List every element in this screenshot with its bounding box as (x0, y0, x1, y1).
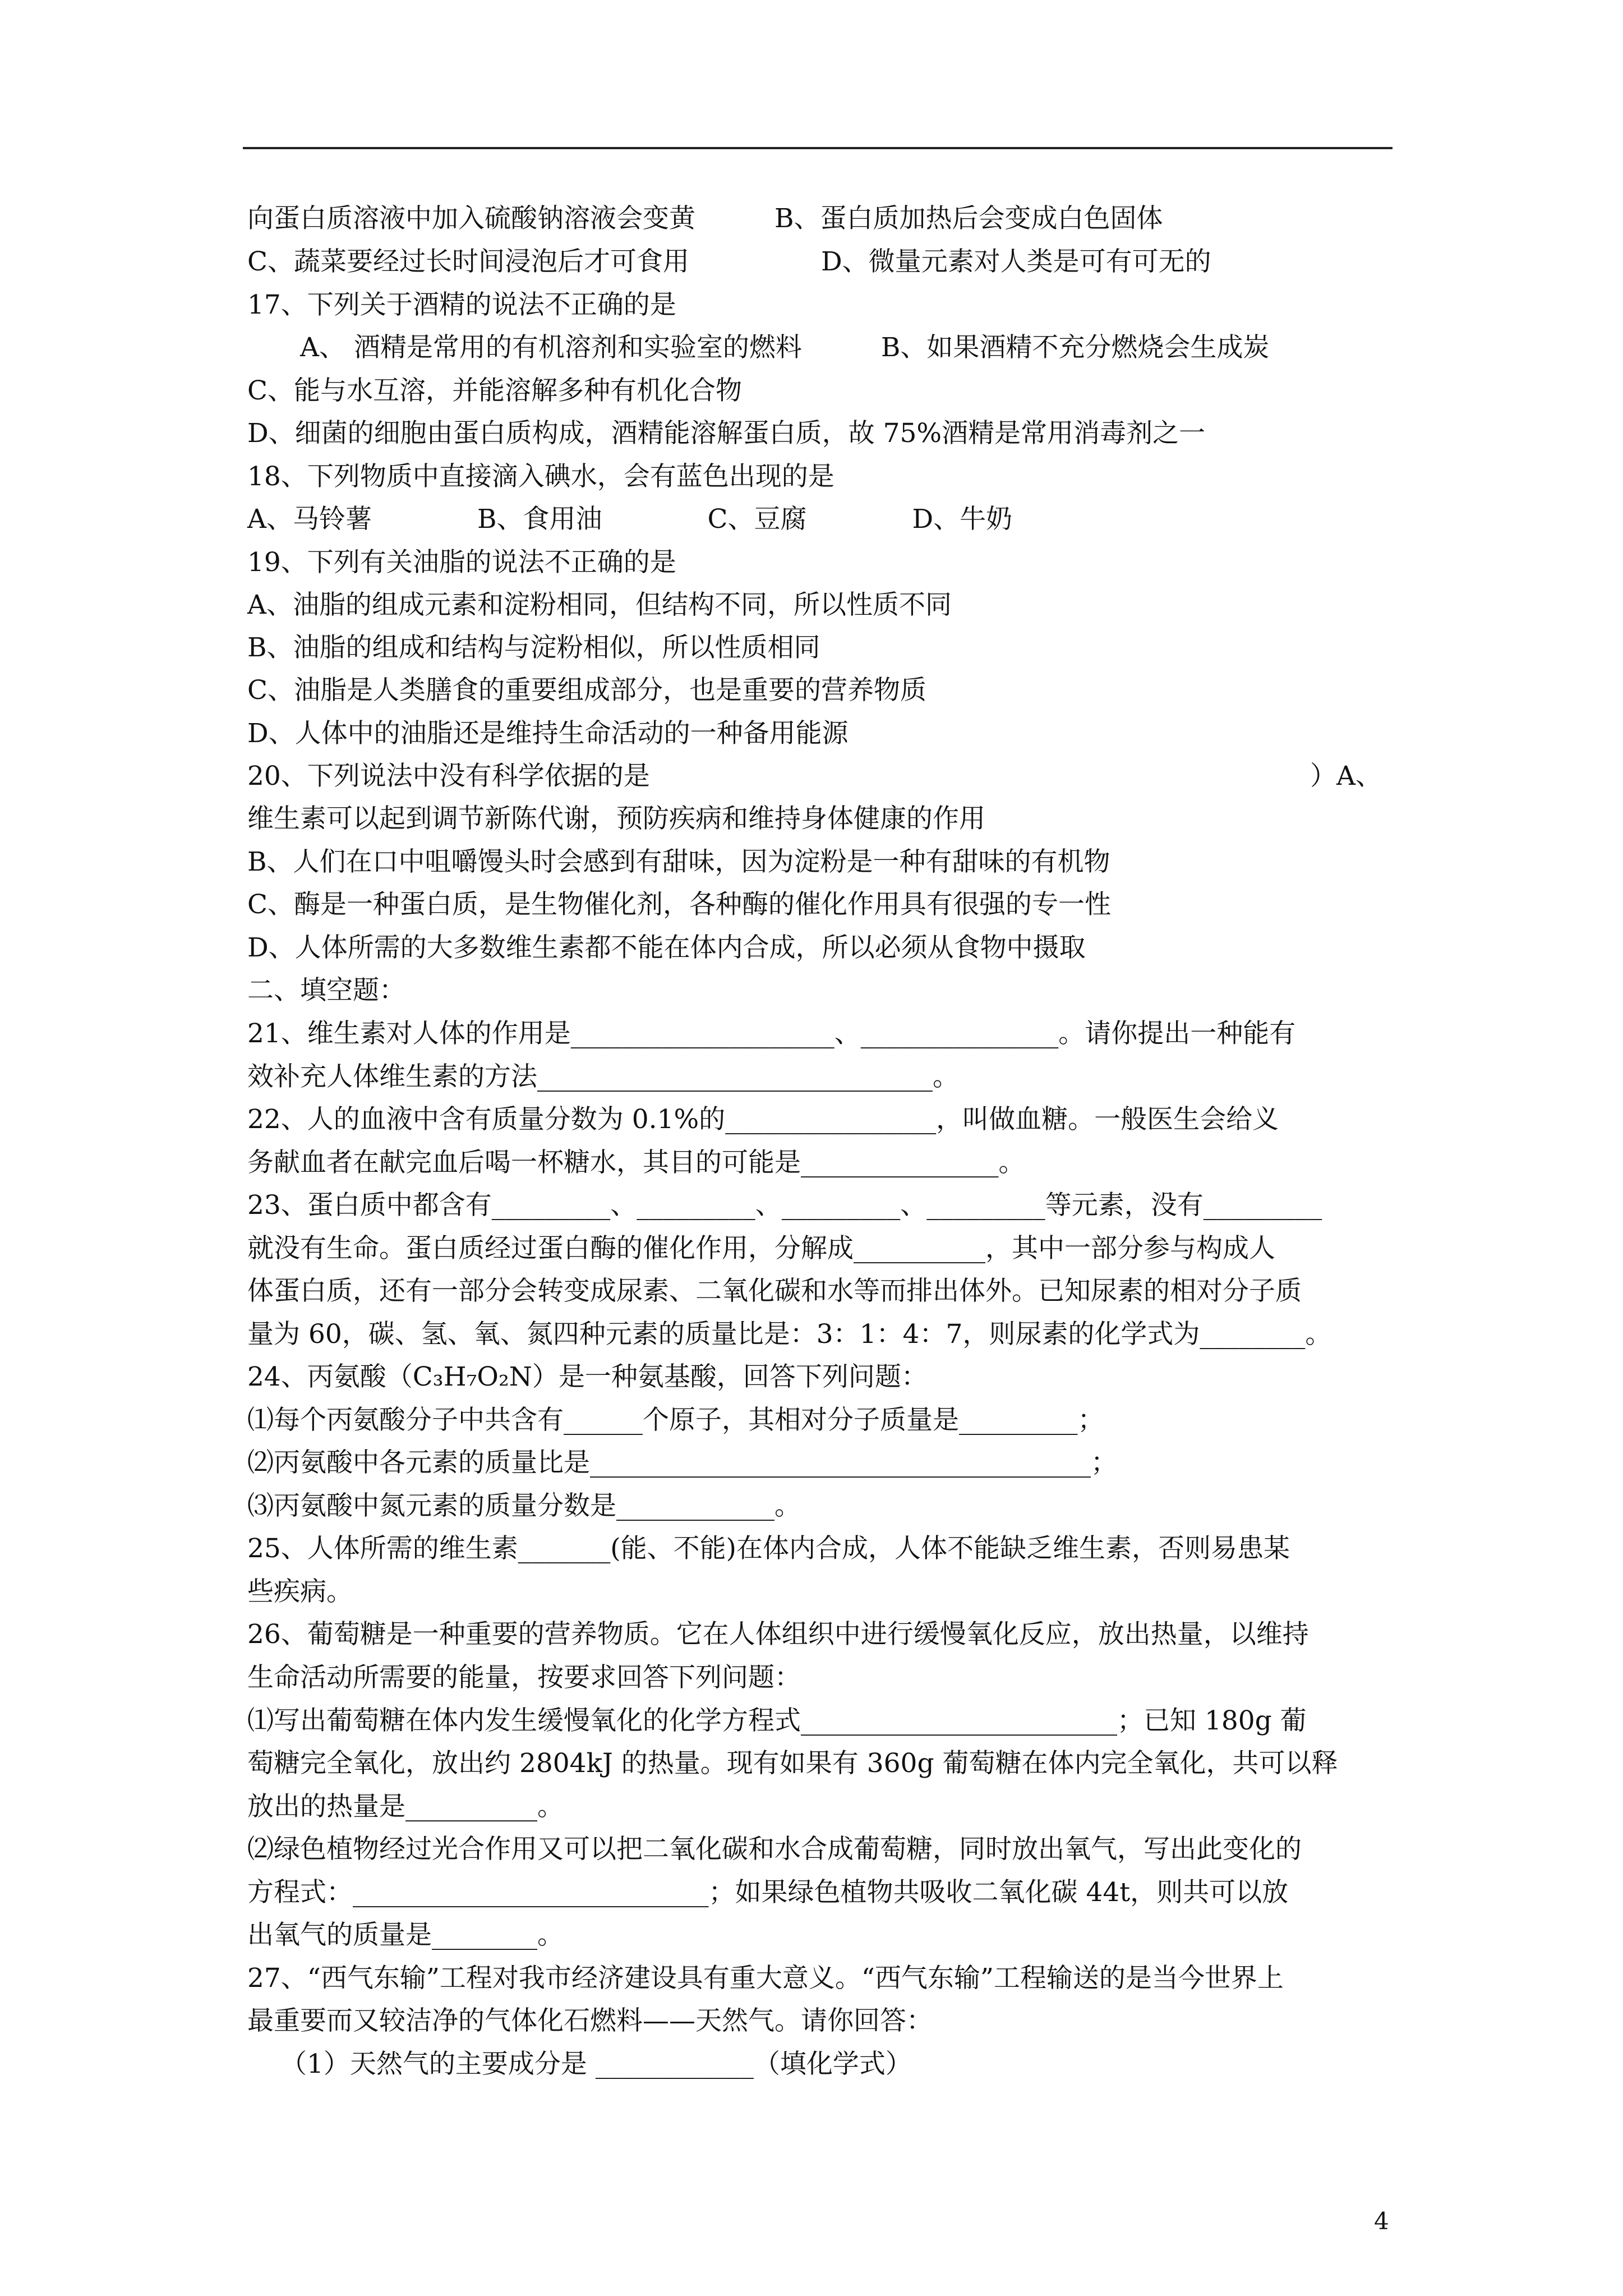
text-line: 最重要而又较洁净的气体化石燃料——天然气。请你回答： (247, 2005, 933, 2036)
question-22: 22、人的血液中含有质量分数为 0.1%的________________，叫做血糖。一般医生会给义 (247, 1104, 1279, 1135)
question-17: 17、下列关于酒精的说法不正确的是 (247, 289, 676, 320)
text-line: C、蔬菜要经过长时间浸泡后才可食用 D、微量元素对人类是可有可无的 (247, 246, 1211, 277)
text-line: ⑵绿色植物经过光合作用又可以把二氧化碳和水合成葡萄糖，同时放出氧气，写出此变化的 (247, 1834, 1302, 1865)
question-25: 25、人体所需的维生素_______(能、不能)在体内合成，人体不能缺乏维生素，否则易患某 (247, 1533, 1290, 1564)
text-line: 方程式：___________________________；如果绿色植物共吸收二氧化碳 44t，则共可以放 (247, 1877, 1289, 1908)
header-rule (243, 147, 1393, 149)
text-line: ⑴写出葡萄糖在体内发生缓慢氧化的化学方程式________________________；已知 180g 葡 (247, 1705, 1307, 1736)
text-line: 量为 60，碳、氢、氧、氮四种元素的质量比是：3：1：4：7，则尿素的化学式为________。 (247, 1319, 1332, 1350)
text-fragment: ）A、 (1310, 761, 1382, 792)
text-line: ⑵丙氨酸中各元素的质量比是______________________________________； (247, 1447, 1117, 1478)
text-line: ⑴每个丙氨酸分子中共含有______个原子，其相对分子质量是_________； (247, 1405, 1104, 1435)
text-line: 就没有生命。蛋白质经过蛋白酶的催化作用，分解成__________，其中一部分参与构成人 (247, 1233, 1275, 1264)
text-line: B、人们在口中咀嚼馒头时会感到有甜味，因为淀粉是一种有甜味的有机物 (247, 846, 1110, 877)
text-line: （1）天然气的主要成分是 ____________（填化学式） (280, 2049, 912, 2079)
question-26: 26、葡萄糖是一种重要的营养物质。它在人体组织中进行缓慢氧化反应，放出热量，以维持 (247, 1619, 1309, 1650)
text-line: C、酶是一种蛋白质，是生物催化剂，各种酶的催化作用具有很强的专一性 (247, 889, 1111, 920)
question-19: 19、下列有关油脂的说法不正确的是 (247, 547, 676, 578)
text-line: 出氧气的质量是________。 (247, 1920, 564, 1950)
text-line: C、油脂是人类膳食的重要组成部分，也是重要的营养物质 (247, 675, 926, 706)
text-line: 萄糖完全氧化，放出约 2804kJ 的热量。现有如果有 360g 葡萄糖在体内完全氧化，共可以释 (247, 1748, 1338, 1779)
text-line: ⑶丙氨酸中氮元素的质量分数是____________。 (247, 1490, 801, 1521)
text-line: 向蛋白质溶液中加入硫酸钠溶液会变黄 B、蛋白质加热后会变成白色固体 (247, 203, 1163, 234)
text-line: D、人体中的油脂还是维持生命活动的一种备用能源 (247, 718, 849, 749)
question-27: 27、“西气东输”工程对我市经济建设具有重大意义。“西气东输”工程输送的是当今世界上 (247, 1963, 1284, 1994)
text-line: D、细菌的细胞由蛋白质构成，酒精能溶解蛋白质，故 75%酒精是常用消毒剂之一 (247, 418, 1206, 449)
page-number: 4 (1374, 2207, 1389, 2235)
question-23: 23、蛋白质中都含有_________、_________、_________、_________等元素，没有_________ (247, 1190, 1322, 1221)
text-line: 放出的热量是__________。 (247, 1791, 564, 1822)
text-line: A、 酒精是常用的有机溶剂和实验室的燃料 B、如果酒精不充分燃烧会生成炭 (300, 332, 1270, 363)
text-line: 生命活动所需要的能量，按要求回答下列问题： (247, 1662, 801, 1693)
question-21: 21、维生素对人体的作用是____________________、_______________。请你提出一种能有 (247, 1018, 1296, 1049)
text-line: C、能与水互溶，并能溶解多种有机化合物 (247, 375, 742, 406)
question-24: 24、丙氨酸（C₃H₇O₂N）是一种氨基酸，回答下列问题： (247, 1361, 928, 1392)
text-line: D、人体所需的大多数维生素都不能在体内合成，所以必须从食物中摄取 (247, 932, 1086, 963)
text-line: 务献血者在献完血后喝一杯糖水，其目的可能是_______________。 (247, 1147, 1025, 1178)
text-line: A、马铃薯 B、食用油 C、豆腐 D、牛奶 (247, 504, 1013, 535)
text-line: B、油脂的组成和结构与淀粉相似，所以性质相同 (247, 632, 820, 663)
text-line: 体蛋白质，还有一部分会转变成尿素、二氧化碳和水等而排出体外。已知尿素的相对分子质 (247, 1276, 1302, 1306)
section-heading: 二、填空题： (247, 975, 405, 1006)
question-20: 20、下列说法中没有科学依据的是 (247, 761, 650, 792)
text-line: 效补充人体维生素的方法______________________________。 (247, 1061, 959, 1092)
text-line: 些疾病。 (247, 1576, 353, 1607)
text-line: 维生素可以起到调节新陈代谢，预防疾病和维持身体健康的作用 (247, 803, 985, 834)
text-line: A、油脂的组成元素和淀粉相同，但结构不同，所以性质不同 (247, 590, 952, 620)
question-18: 18、下列物质中直接滴入碘水，会有蓝色出现的是 (247, 461, 834, 492)
